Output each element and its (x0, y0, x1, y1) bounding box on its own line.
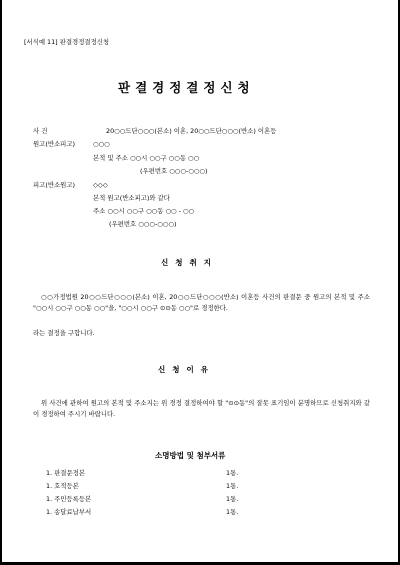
attachment-name: 1. 송달료납부서 (46, 508, 92, 516)
attachment-name: 1. 호적등본 (46, 482, 79, 490)
plaintiff-name: ○○○ (93, 140, 110, 148)
defendant-domicile: 본적 원고(반소피고)와 같다 (93, 194, 170, 202)
defendant-postal: (우편번호 ○○○-○○○) (109, 220, 177, 228)
page-border-left (0, 0, 2, 565)
defendant-label: 피고(반소원고) (33, 181, 76, 189)
case-label: 사 건 (33, 127, 48, 135)
plaintiff-label: 원고(반소피고) (33, 140, 76, 148)
reason-heading: 신청이유 (158, 365, 215, 374)
purpose-text: ○○가정법원 20○○드단○○○(본소) 이혼, 20○○드단○○○(반소) 이혼등 사건의 판결문 중 원고의 본적 및 주소 "○○시 ○○구 ○○동 ○○"을, "○○시 ○○구 ⊙⊙동 ○○"로 경정한다. (33, 293, 370, 312)
purpose-heading: 신청취지 (161, 258, 218, 267)
defendant-name: ◇◇◇ (93, 181, 108, 189)
attachment-name: 1. 주민등록등본 (46, 495, 92, 503)
attachment-count: 1통. (226, 482, 239, 490)
attachment-name: 1. 판결문정본 (46, 469, 85, 477)
document-title: 판결경정결정신청 (118, 80, 255, 95)
plaintiff-address: 본적 및 주소 ○○시 ○○구 ○○동 ○○ (93, 154, 200, 162)
defendant-address: 주소 ○○시 ○○구 ○○동 ○○ - ○○ (93, 207, 195, 215)
attachments-heading: 소명방법 및 첨부서류 (155, 451, 226, 460)
case-value: 20○○드단○○○(본소) 이혼, 20○○드단○○○(반소) 이혼등 (106, 127, 277, 135)
attachment-count: 1통. (226, 508, 239, 516)
form-label: [서식예 11] 판결경정결정신청 (24, 38, 110, 46)
attachment-count: 1통. (226, 495, 239, 503)
reason-text: 위 사건에 관하여 원고의 본적 및 주소지는 위 경정 결정하여야 할 "⊙⊙동"의 잘못 표기임이 분명하므로 신청취지와 같이 경정하여 주시기 바랍니다. (33, 399, 370, 418)
attachment-count: 1통. (226, 469, 239, 477)
purpose-text-closing: 라는 결정을 구합니다. (33, 329, 95, 337)
plaintiff-postal: (우편번호 ○○○-○○○) (140, 167, 208, 175)
